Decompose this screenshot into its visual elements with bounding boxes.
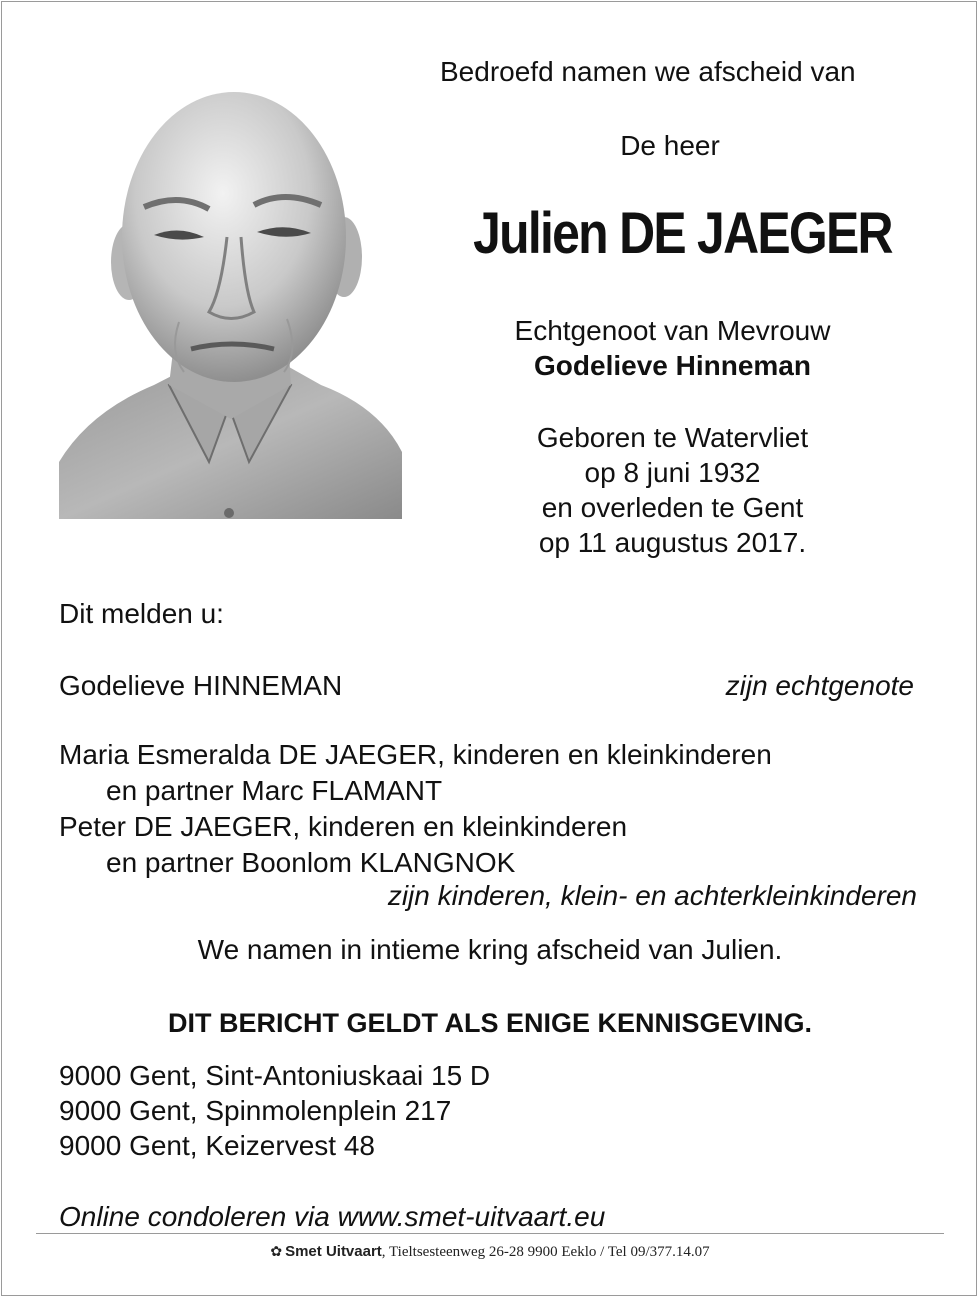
portrait-photo <box>59 67 402 519</box>
salutation: De heer <box>620 130 720 161</box>
online-condolence-link[interactable]: Online condoleren via www.smet-uitvaart.eu <box>59 1201 606 1232</box>
deceased-name: Julien DE JAEGER <box>473 201 892 266</box>
family-line: Peter DE JAEGER, kinderen en kleinkinderen <box>59 811 628 842</box>
spouse-label: Echtgenoot van Mevrouw <box>514 315 831 346</box>
announcer-spouse-role: zijn echtgenote <box>725 670 914 701</box>
address-line: 9000 Gent, Keizervest 48 <box>59 1130 375 1161</box>
intro-text: Bedroefd namen we afscheid van <box>440 56 856 87</box>
address-line: 9000 Gent, Spinmolenplein 217 <box>59 1095 452 1126</box>
spouse-name: Godelieve Hinneman <box>534 350 811 381</box>
family-line: Maria Esmeralda DE JAEGER, kinderen en kleinkinderen <box>59 739 772 770</box>
address-line: 9000 Gent, Sint-Antoniuskaai 15 D <box>59 1060 491 1091</box>
footer-details: , Tieltsesteenweg 26-28 9900 Eeklo / Tel 09/377.14.07 <box>381 1244 710 1260</box>
family-line: en partner Boonlom KLANGNOK <box>106 847 516 878</box>
birth-place: Geboren te Watervliet <box>536 422 809 453</box>
footer <box>0 1243 980 1261</box>
announcer-spouse-name: Godelieve HINNEMAN <box>59 670 343 701</box>
death-date: op 11 augustus 2017. <box>538 527 807 558</box>
footer-divider <box>36 1233 944 1234</box>
flower-icon: ✿ <box>270 1245 283 1260</box>
family-line: en partner Marc FLAMANT <box>106 775 443 806</box>
footer-brand: Smet Uitvaart <box>285 1243 382 1260</box>
announcers-intro: Dit melden u: <box>59 598 224 629</box>
birth-date: op 8 juni 1932 <box>584 457 761 488</box>
farewell-text: We namen in intieme kring afscheid van Julien. <box>197 934 783 965</box>
family-role: zijn kinderen, klein- en achterkleinkinderen <box>387 880 917 911</box>
death-place: en overleden te Gent <box>541 492 804 523</box>
notice-text: DIT BERICHT GELDT ALS ENIGE KENNISGEVING. <box>167 1008 813 1038</box>
